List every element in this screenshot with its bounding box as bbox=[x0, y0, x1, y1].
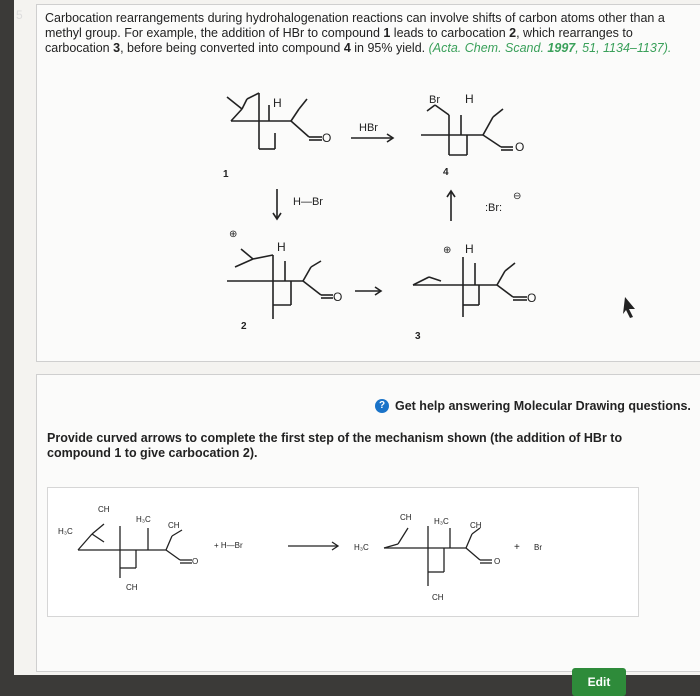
edit-button[interactable]: Edit bbox=[572, 668, 626, 696]
compound-ref: 2 bbox=[509, 26, 517, 40]
oxygen-label: O bbox=[527, 291, 537, 305]
intro-part: Carbocation rearrangements during hydrohalogenation reactions can involve shifts of carbon atoms other than a methyl group. For example, the addition of HBr to compound bbox=[45, 11, 665, 40]
compound-1-label: 1 bbox=[223, 169, 229, 180]
help-text: Get help answering Molecular Drawing questions. bbox=[395, 399, 691, 413]
methyl-label: CH bbox=[432, 593, 444, 602]
reagent-hbr: HBr bbox=[359, 122, 378, 134]
question-icon: ? bbox=[375, 399, 389, 413]
bromide-label: Br bbox=[534, 543, 542, 552]
bromine-label: Br bbox=[429, 94, 440, 106]
methyl-label: CH bbox=[400, 513, 412, 522]
intro-part: , which rearranges to carbocation bbox=[45, 26, 633, 55]
compound-3-label: 3 bbox=[415, 331, 421, 342]
oxygen-label: O bbox=[333, 290, 343, 304]
methyl-label: CH bbox=[470, 521, 482, 530]
hydrogen-label: H bbox=[277, 240, 286, 254]
page bbox=[14, 0, 700, 689]
oxygen-label: O bbox=[192, 557, 199, 566]
oxygen-label: O bbox=[515, 140, 525, 154]
intro-part: in 95% yield. bbox=[350, 41, 429, 55]
methyl-label: H₃C bbox=[136, 515, 151, 524]
methyl-label: CH bbox=[126, 583, 138, 592]
mechanism-structures bbox=[48, 488, 638, 616]
help-link[interactable] bbox=[375, 399, 691, 413]
compound-4-structure bbox=[421, 105, 513, 155]
reagent-hbr-left: H—Br bbox=[293, 196, 323, 208]
question-prompt: Provide curved arrows to complete the first step of the mechanism shown (the addition of HBr to compound 1 to give carbocation 2). bbox=[47, 431, 623, 460]
methyl-label: H₃C bbox=[58, 527, 73, 536]
oxygen-label: O bbox=[322, 131, 332, 145]
plus-sign: + bbox=[514, 542, 520, 553]
minus-charge: ⊖ bbox=[513, 191, 522, 202]
cursor-icon bbox=[623, 297, 635, 318]
compound-3-structure bbox=[413, 257, 527, 317]
methyl-label: H₃C bbox=[434, 517, 449, 526]
reaction-scheme bbox=[37, 5, 700, 361]
citation: (Acta. Chem. Scand. 1997, 51, 1134–1137). bbox=[428, 41, 672, 55]
oxygen-label: O bbox=[494, 557, 501, 566]
plus-charge: ⊕ bbox=[229, 229, 238, 240]
methyl-label: H₃C bbox=[354, 543, 369, 552]
compound-4-label: 4 bbox=[443, 167, 449, 178]
hydrogen-label: H bbox=[465, 92, 474, 106]
mechanism-drawing-area[interactable] bbox=[47, 487, 639, 689]
compound-ref: 1 bbox=[383, 26, 391, 40]
plus-charge: ⊕ bbox=[443, 245, 452, 256]
bromide-label: :Br: bbox=[485, 202, 503, 214]
compound-2-structure bbox=[227, 249, 333, 319]
intro-part: leads to carbocation bbox=[390, 26, 510, 40]
edge-mark: 5 bbox=[16, 8, 23, 22]
reagent-hbr: + H—Br bbox=[214, 541, 243, 550]
compound-ref: 4 bbox=[343, 41, 351, 55]
compound-ref: 3 bbox=[113, 41, 121, 55]
methyl-label: CH bbox=[168, 521, 180, 530]
hydrogen-label: H bbox=[465, 242, 474, 256]
hydrogen-label: H bbox=[273, 96, 282, 110]
question-panel bbox=[36, 4, 700, 362]
intro-part: , before being converted into compound bbox=[120, 41, 344, 55]
compound-2-label: 2 bbox=[241, 321, 247, 332]
methyl-label: CH bbox=[98, 505, 110, 514]
answer-panel bbox=[36, 374, 700, 689]
